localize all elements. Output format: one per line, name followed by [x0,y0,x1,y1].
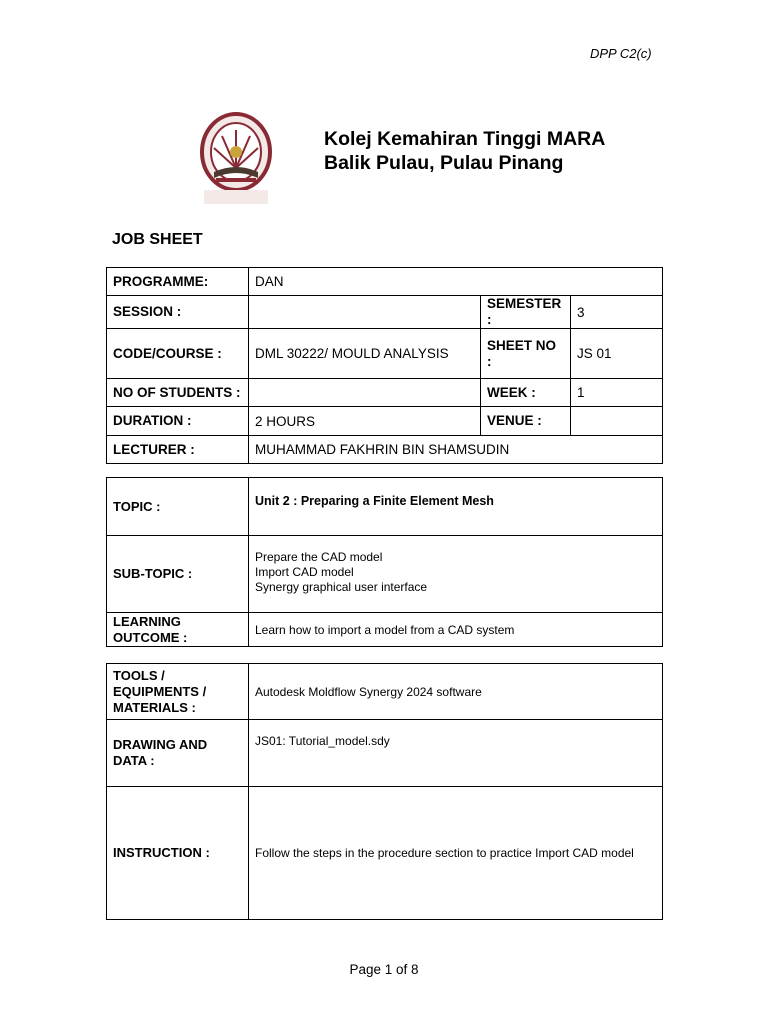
week-value: 1 [571,379,663,407]
week-label: WEEK : [481,379,571,407]
sheet-no-label: SHEET NO : [481,329,571,379]
subtopic-item: Synergy graphical user interface [255,580,428,594]
institution-name [324,127,605,175]
tools-label [107,664,249,720]
topic-table [106,477,663,647]
subtopic-item: Prepare the CAD model [255,550,383,564]
session-row [107,296,663,329]
venue-label: VENUE : [481,407,571,436]
venue-value [571,407,663,436]
lecturer-value: MUHAMMAD FAKHRIN BIN SHAMSUDIN [249,436,663,464]
tools-row [107,664,663,720]
students-value [249,379,481,407]
semester-value: 3 [571,296,663,329]
sheet-title: JOB SHEET [112,231,203,248]
course-info-table [106,267,663,464]
code-label: CODE/COURSE : [107,329,249,379]
topic-label: TOPIC : [107,478,249,536]
document-code: DPP C2(c) [590,46,652,61]
page-number: Page 1 of 8 [349,962,419,977]
institution-line-1: Kolej Kemahiran Tinggi MARA [324,128,606,150]
subtopic-row [107,536,663,613]
subtopic-list [249,536,663,613]
topic-value: Unit 2 : Preparing a Finite Element Mesh [249,478,663,536]
tools-label-line-3: MATERIALS : [113,699,196,715]
programme-value: DAN [249,268,663,296]
lecturer-label: LECTURER : [107,436,249,464]
outcome-label-line-1: LEARNING [113,613,181,629]
resources-table [106,663,663,920]
subtopic-label: SUB-TOPIC : [107,536,249,613]
drawing-label [107,720,249,787]
instruction-row [107,787,663,920]
topic-row [107,478,663,536]
session-label: SESSION : [107,296,249,329]
outcome-label-line-2: OUTCOME : [113,629,188,645]
session-value [249,296,481,329]
tools-value: Autodesk Moldflow Synergy 2024 software [249,664,663,720]
code-row [107,329,663,379]
outcome-label [107,613,249,647]
duration-row [107,407,663,436]
code-value: DML 30222/ MOULD ANALYSIS [249,329,481,379]
lecturer-row [107,436,663,464]
tools-label-line-1: TOOLS / [113,667,165,683]
drawing-row [107,720,663,787]
subtopic-item: Import CAD model [255,565,354,579]
students-label: NO OF STUDENTS : [107,379,249,407]
sheet-no-value: JS 01 [571,329,663,379]
programme-label: PROGRAMME: [107,268,249,296]
semester-label: SEMESTER : [481,296,571,329]
drawing-label-line-1: DRAWING AND [113,737,208,752]
duration-value: 2 HOURS [249,407,481,436]
students-row [107,379,663,407]
outcome-value: Learn how to import a model from a CAD system [249,613,663,647]
duration-label: DURATION : [107,407,249,436]
instruction-label: INSTRUCTION : [107,787,249,920]
instruction-value: Follow the steps in the procedure section to practice Import CAD model [249,787,663,920]
drawing-value: JS01: Tutorial_model.sdy [249,720,663,787]
programme-row [107,268,663,296]
college-logo [200,112,272,206]
outcome-row [107,613,663,647]
drawing-label-line-2: DATA : [113,753,155,768]
institution-line-2: Balik Pulau, Pulau Pinang [324,152,564,174]
tools-label-line-2: EQUIPMENTS / [113,683,207,699]
